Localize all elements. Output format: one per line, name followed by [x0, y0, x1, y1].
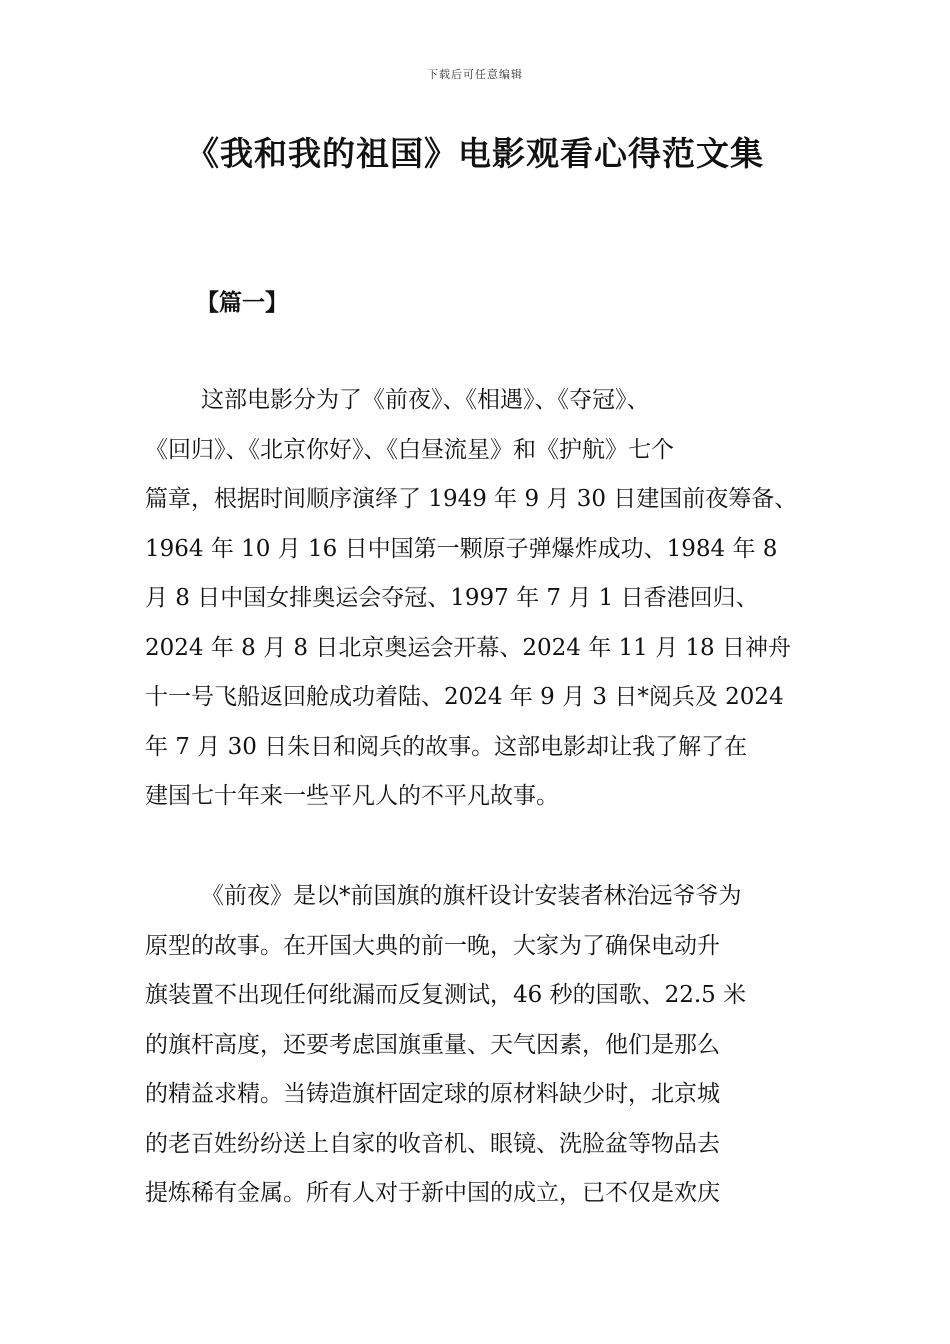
- paragraph-line: 年 7 月 30 日朱日和阅兵的故事。这部电影却让我了解了在: [145, 733, 748, 760]
- paragraph-line: 《回归》、《北京你好》、《白昼流星》和《护航》七个: [145, 436, 674, 463]
- paragraph-line: 这部电影分为了《前夜》、《相遇》、《夺冠》、: [201, 387, 650, 413]
- paragraph-line: 建国七十年来一些平凡人的不平凡故事。: [145, 783, 559, 809]
- header-note: 下载后可任意编辑: [427, 68, 523, 81]
- paragraph-line: 的旗杆高度，还要考虑国旗重量、天气因素，他们是那么: [145, 1031, 720, 1058]
- paragraph-1: [145, 376, 815, 822]
- paragraph-2: [145, 872, 815, 1219]
- paragraph-line: 的老百姓纷纷送上自家的收音机、眼镜、洗脸盆等物品去: [145, 1130, 720, 1157]
- paragraph-line: 旗装置不出现任何纰漏而反复测试，46 秒的国歌、22.5 米: [145, 982, 747, 1008]
- paragraph-line: 原型的故事。在开国大典的前一晚，大家为了确保电动升: [145, 932, 720, 959]
- paragraph-line: 《前夜》是以*前国旗的旗杆设计安装者林治远爷爷为: [201, 883, 742, 909]
- paragraph-line: 月 8 日中国女排奥运会夺冠、1997 年 7 月 1 日香港回归、: [145, 585, 759, 611]
- document-title: 《我和我的祖国》电影观看心得范文集: [186, 134, 764, 173]
- paragraph-line: 的精益求精。当铸造旗杆固定球的原材料缺少时，北京城: [145, 1081, 720, 1107]
- paragraph-line: 篇章，根据时间顺序演绎了 1949 年 9 月 30 日建国前夜筹备、: [145, 486, 798, 512]
- paragraph-line: 2024 年 8 月 8 日北京奥运会开幕、2024 年 11 月 18 日神舟: [145, 634, 791, 661]
- paragraph-line: 1964 年 10 月 16 日中国第一颗原子弹爆炸成功、1984 年 8: [145, 535, 778, 562]
- paragraph-line: 提炼稀有金属。所有人对于新中国的成立，已不仅是欢庆: [145, 1180, 720, 1206]
- paragraph-line: 十一号飞船返回舱成功着陆、2024 年 9 月 3 日*阅兵及 2024: [145, 684, 784, 710]
- section-label: 【篇一】: [196, 290, 288, 316]
